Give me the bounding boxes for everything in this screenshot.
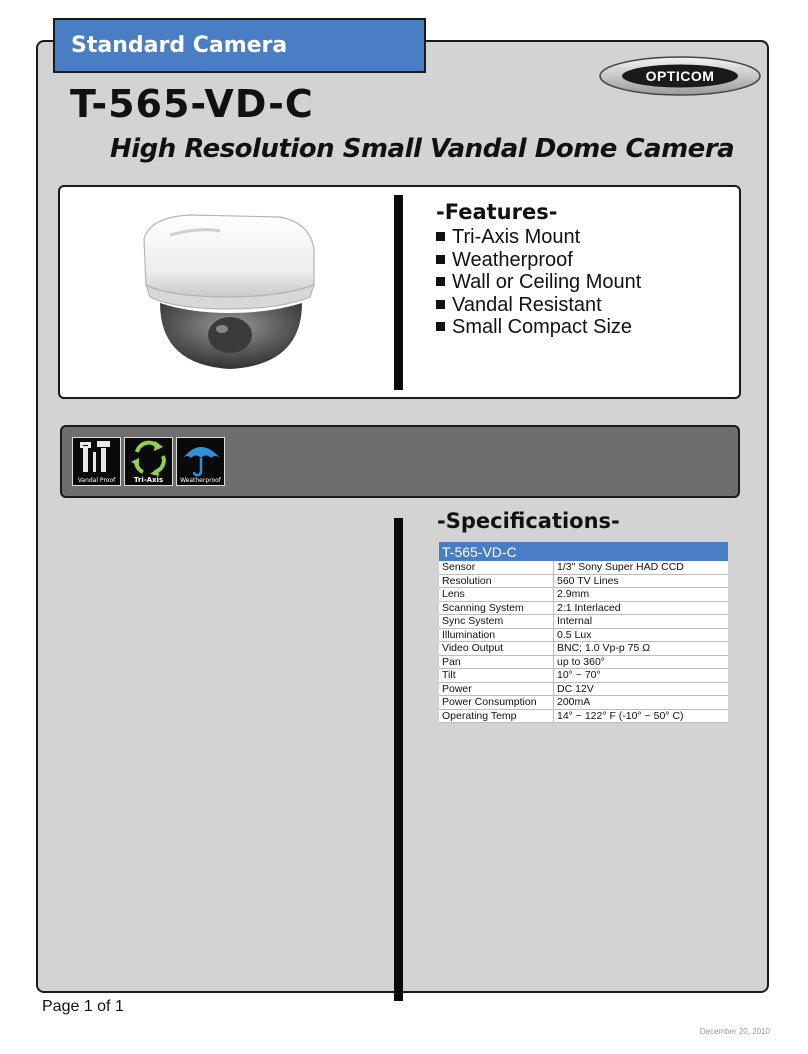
table-row: Operating Temp 14° ~ 122° F (-10° ~ 50° C) [439,709,728,723]
table-row: Pan up to 360° [439,655,728,669]
bullet-square-icon [436,300,445,309]
table-row: Scanning System 2:1 Interlaced [439,601,728,615]
dome-camera-image [130,205,330,380]
divider-bar-bottom [394,518,403,1001]
badge-label: Vandal Proof [77,477,116,484]
specifications-heading: -Specifications- [437,509,620,533]
table-row: Sync System Internal [439,615,728,629]
feature-item: Tri-Axis Mount [436,226,641,249]
spec-table [439,542,728,723]
feature-item: Wall or Ceiling Mount [436,271,641,294]
badge-label: Weatherproof [180,477,221,484]
table-row: Resolution 560 TV Lines [439,574,728,588]
badge-vandal-proof [72,437,121,486]
badge-tri-axis [124,437,173,486]
features-list [436,226,641,339]
bullet-square-icon [436,255,445,264]
table-row: Video Output BNC; 1.0 Vp-p 75 Ω [439,642,728,656]
category-tab [53,18,426,73]
umbrella-icon [177,438,226,478]
feature-item: Small Compact Size [436,316,641,339]
table-row: Power DC 12V [439,682,728,696]
model-title: T-565-VD-C [70,82,314,126]
table-row: Sensor 1/3" Sony Super HAD CCD [439,561,728,574]
page-number: Page 1 of 1 [42,998,124,1015]
bullet-square-icon [436,232,445,241]
table-row: Illumination 0.5 Lux [439,628,728,642]
rotate-arrows-icon [125,438,174,478]
table-row: Lens 2.9mm [439,588,728,602]
document-date: December 20, 2010 [699,1027,770,1036]
logo-text: OPTICOM [645,68,715,84]
product-subtitle: High Resolution Small Vandal Dome Camera [110,134,735,164]
divider-bar-top [394,195,403,390]
bullet-square-icon [436,277,445,286]
tools-icon [73,438,122,478]
features-heading: -Features- [436,200,558,224]
feature-item: Vandal Resistant [436,294,641,317]
badge-weatherproof [176,437,225,486]
opticom-logo [599,56,761,96]
feature-item: Weatherproof [436,249,641,272]
spec-table-title: T-565-VD-C [439,542,728,561]
category-label: Standard Camera [71,33,288,58]
table-row: Tilt 10° ~ 70° [439,669,728,683]
table-row: Power Consumption 200mA [439,696,728,710]
badge-label: Tri-Axis [133,476,164,484]
bullet-square-icon [436,322,445,331]
